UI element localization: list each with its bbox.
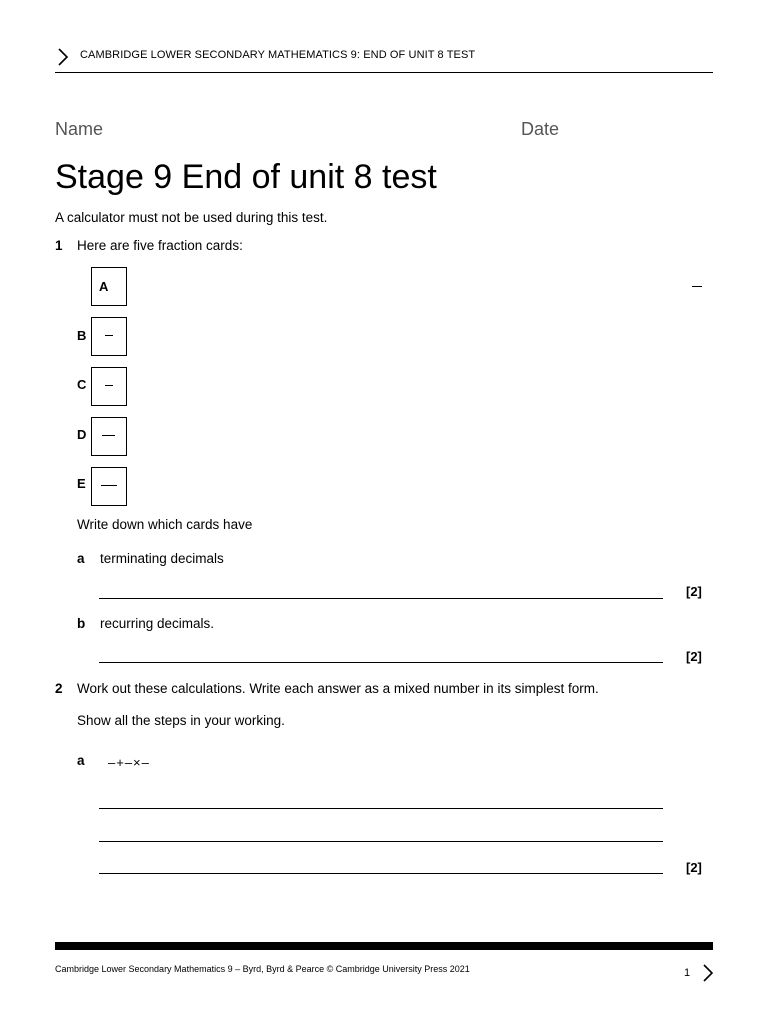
chevron-right-icon[interactable] bbox=[700, 963, 716, 983]
fraction-bar bbox=[105, 385, 113, 386]
intro-text: A calculator must not be used during this test. bbox=[55, 210, 328, 225]
header-divider bbox=[55, 72, 713, 73]
fraction-card-e bbox=[91, 467, 127, 506]
working-line[interactable] bbox=[99, 808, 663, 809]
page-number: 1 bbox=[684, 967, 691, 979]
date-label: Date bbox=[521, 119, 560, 139]
question-text: Here are five fraction cards: bbox=[77, 238, 243, 253]
card-label: C bbox=[77, 377, 87, 392]
card-label: E bbox=[77, 476, 86, 491]
marks-label: [2] bbox=[686, 649, 702, 664]
footer-credit: Cambridge Lower Secondary Mathematics 9 – Byrd, Byrd & Pearce © Cambridge University Press 2021 bbox=[55, 964, 470, 974]
question-number: 2 bbox=[55, 681, 63, 696]
fraction-bar bbox=[101, 485, 117, 486]
question-instruction: Show all the steps in your working. bbox=[77, 713, 285, 728]
fraction-bar bbox=[102, 435, 115, 436]
calculation-expression: –+–×– bbox=[108, 755, 150, 770]
answer-line[interactable] bbox=[99, 873, 663, 874]
marks-label: [2] bbox=[686, 860, 702, 875]
card-label: D bbox=[77, 427, 87, 442]
fraction-bar bbox=[692, 286, 702, 287]
chevron-right-icon bbox=[54, 47, 72, 67]
card-label: B bbox=[77, 328, 87, 343]
question-text: Work out these calculations. Write each answer as a mixed number in its simplest form. bbox=[77, 681, 599, 696]
question-number: 1 bbox=[55, 238, 63, 253]
name-label: Name bbox=[55, 119, 104, 139]
running-header: CAMBRIDGE LOWER SECONDARY MATHEMATICS 9: END OF UNIT 8 TEST bbox=[80, 49, 476, 61]
part-text: recurring decimals. bbox=[100, 616, 215, 631]
marks-label: [2] bbox=[686, 584, 702, 599]
page-title: Stage 9 End of unit 8 test bbox=[55, 158, 437, 196]
part-label: a bbox=[77, 551, 85, 566]
fraction-card-b bbox=[91, 317, 127, 356]
card-label: A bbox=[99, 279, 109, 294]
answer-line[interactable] bbox=[99, 662, 663, 663]
answer-line[interactable] bbox=[99, 598, 663, 599]
fraction-card-c bbox=[91, 367, 127, 406]
working-line[interactable] bbox=[99, 841, 663, 842]
part-text: terminating decimals bbox=[100, 551, 224, 566]
question-prompt: Write down which cards have bbox=[77, 517, 253, 532]
footer-divider bbox=[55, 942, 713, 950]
fraction-card-a bbox=[91, 267, 127, 306]
fraction-bar bbox=[105, 335, 113, 336]
part-label: a bbox=[77, 753, 85, 768]
part-label: b bbox=[77, 616, 86, 631]
fraction-card-d bbox=[91, 417, 127, 456]
